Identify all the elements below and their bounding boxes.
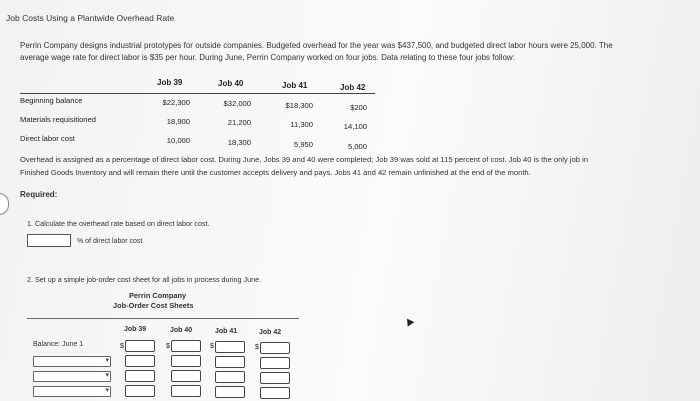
job-39-input[interactable] [125,385,155,397]
job-42-input[interactable] [260,387,290,399]
balance-job-40-input[interactable] [171,340,201,352]
cell: 18,300 [227,138,251,147]
problem-title: Job Costs Using a Plantwide Overhead Rate [6,13,175,23]
job-39-input[interactable] [125,355,155,367]
sheet-col-job-42: Job 42 [259,329,282,336]
balance-job-42-input[interactable] [260,342,290,354]
cell: 21,200 [227,118,251,127]
row-label-materials-requisitioned: Materials requisitioned [20,115,96,124]
cell: 10,000 [166,136,190,145]
sheet-col-job-40: Job 40 [170,327,193,334]
overhead-paragraph-line-1: Overhead is assigned as a percentage of direct labor cost. During June, Jobs 39 and 40 were completed; Job 39 was sold at 115 percent of cost. Job 40 is the only job in [20,155,589,164]
dollar-sign: $ [210,343,214,350]
row-label-select[interactable] [33,386,111,397]
intro-line-2: average wage rate for direct labor is $35 per hour. During June, Perrin Company worked on four jobs. Data relating to these four jobs follow: [20,53,515,62]
balance-june-1-label: Balance: June 1 [33,341,84,348]
cell: 5,950 [293,140,313,149]
overhead-rate-suffix: % of direct labor cost [77,238,143,245]
job-40-input[interactable] [171,385,201,397]
sheet-col-job-39: Job 39 [124,326,147,333]
job-40-input[interactable] [171,355,201,367]
sheet-header-rule [27,318,299,319]
cell: $18,300 [285,101,313,110]
sheet-title: Job-Order Cost Sheets [113,301,194,310]
mouse-cursor-icon [404,316,415,326]
cell: $32,000 [223,99,251,108]
dollar-sign: $ [255,344,259,351]
col-header-job-41: Job 41 [282,81,308,90]
intro-line-1: Perrin Company designs industrial prototypes for outside companies. Budgeted overhead for the year was $437,500, and budgeted direct labor hours were 25,000. The [20,41,613,50]
chevron-down-icon: ▾ [105,357,109,364]
dollar-sign: $ [166,343,170,350]
required-label: Required: [20,190,58,199]
row-label-direct-labor-cost: Direct labor cost [20,134,75,143]
job-40-input[interactable] [171,370,201,382]
chevron-down-icon: ▾ [105,372,109,379]
balance-job-41-input[interactable] [215,341,245,353]
question-1-text: 1. Calculate the overhead rate based on direct labor cost. [27,219,210,228]
job-39-input[interactable] [125,370,155,382]
cell: 5,000 [347,142,367,151]
dollar-sign: $ [120,343,124,350]
job-41-input[interactable] [215,371,245,383]
table-header-rule [20,93,375,94]
job-41-input[interactable] [215,356,245,368]
cell: $22,300 [162,98,190,107]
job-42-input[interactable] [260,372,290,384]
job-42-input[interactable] [260,357,290,369]
col-header-job-39: Job 39 [157,78,183,87]
cell: 18,900 [166,117,190,126]
chevron-down-icon: ▾ [105,387,109,394]
col-header-job-42: Job 42 [340,83,366,92]
row-label-beginning-balance: Beginning balance [20,96,83,105]
question-2-text: 2. Set up a simple job-order cost sheet for all jobs in process during June. [27,275,262,284]
cell: 11,300 [290,120,313,129]
balance-job-39-input[interactable] [125,340,155,352]
job-41-input[interactable] [215,386,245,398]
row-label-select[interactable] [33,371,111,382]
cell: 14,100 [343,122,367,131]
overhead-rate-input[interactable] [27,234,71,247]
col-header-job-40: Job 40 [218,79,244,88]
row-label-select[interactable] [33,356,111,367]
sheet-col-job-41: Job 41 [215,328,238,335]
cell: $200 [350,103,367,112]
overhead-paragraph-line-2: Finished Goods Inventory and will remain there until the customer accepts delivery and pays. Jobs 41 and 42 remain unfinished at the end of the month. [20,168,531,177]
company-name: Perrin Company [129,291,187,300]
previous-arrow-button[interactable] [0,193,9,215]
